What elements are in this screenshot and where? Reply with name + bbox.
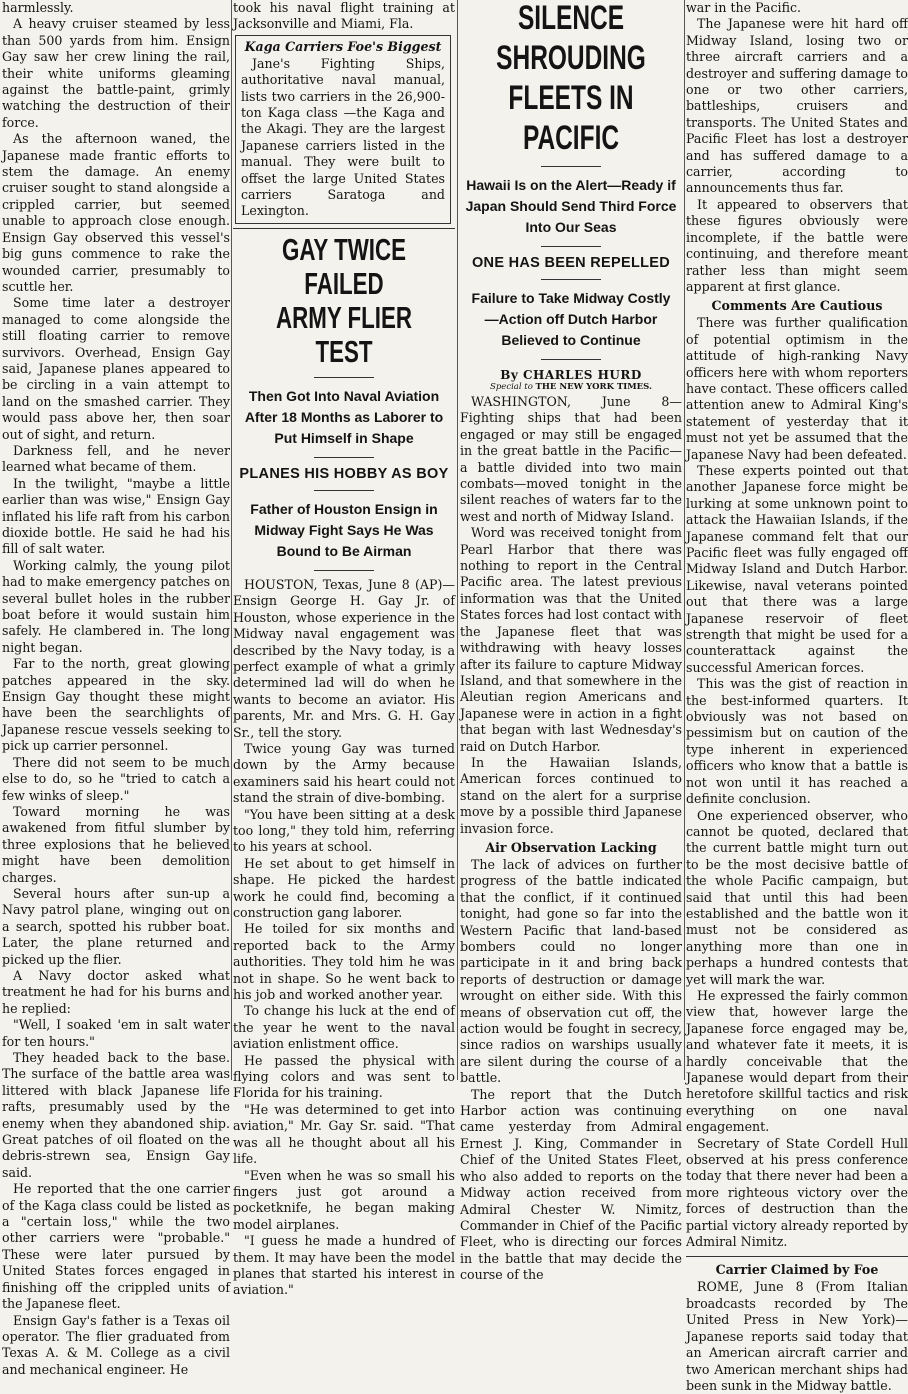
- article-paragraph: A heavy cruiser steamed by less than 500 yards from him. Ensign Gay saw her crew lining the rail, their white uniforms gleaming against the battle-paint, grimly watching the destruction of their force.: [2, 16, 230, 130]
- article-paragraph: These experts pointed out that another Japanese force might be lurking at some unknown point to attack the Hawaiian Islands, if the Japanese command felt that our Pacific fleet was fully engaged off Midway Island and Dutch Harbor. Likewise, naval veterans pointed out that there was a large Japanese reservoir of fleet strength that might be used for a counterattack against the successful American forces.: [686, 462, 908, 675]
- deck-rule: [314, 570, 374, 571]
- article-paragraph: Several hours after sun-up a Navy patrol plane, winging out on a search, spotted his rubber boat. Later, the plane returned and picked up the flier.: [2, 885, 230, 967]
- column-rule: [231, 0, 232, 1080]
- special-prefix: Special to: [490, 382, 536, 392]
- deck-rule: [541, 166, 601, 167]
- deck-father-houston: Father of Houston Ensign in Midway Fight Says He Was Bound to Be Airman: [250, 500, 438, 559]
- column-2: [233, 0, 455, 1298]
- headline-rule: [233, 228, 455, 229]
- article-paragraph: He reported that the one carrier of the Kaga class could be listed as a "certain loss," while the two other carriers were "probable." These were later pursued by United States forces engaged in finishing off the crippled units of the Japanese fleet.: [2, 1181, 230, 1312]
- headline-line-1: GAY TWICE FAILED: [281, 231, 407, 301]
- article-paragraph: Working calmly, the young pilot had to make emergency patches on several bullet holes in the rubber boat before it would sustain him safely. He clambered in. The long night began.: [2, 557, 230, 655]
- article-paragraph: He passed the physical with flying colors and was sent to Florida for his training.: [233, 1052, 455, 1101]
- article-paragraph: "I guess he made a hundred of them. It may have been the model planes that started his interest in aviation.": [233, 1233, 455, 1298]
- article-paragraph: This was the gist of reaction in the best-informed quarters. It obviously was not based on pessimism but on caution of the type inherent in experienced officers who know that a battle is not won until it has reached a definite conclusion.: [686, 676, 908, 807]
- article-paragraph: In the Hawaiian Islands, American forces continued to stand on the alert for a surprise move by a possible third Japanese invasion force.: [460, 754, 682, 836]
- column-3-body-2: [460, 857, 682, 1284]
- article-paragraph: Ensign Gay's father is a Texas oil operator. The flier graduated from Texas A. & M. College as a civil and mechanical engineer. He: [2, 1312, 230, 1377]
- column-2-body: [233, 577, 455, 1299]
- section-rule: [686, 1256, 908, 1257]
- deck-rule: [314, 377, 374, 378]
- article-paragraph: The Japanese were hit hard off Midway Island, losing two or three aircraft carriers and a destroyer and suffering damage to one or two other carriers, battleships, cruisers and transports. The United States and Pacific Fleet has lost a destroyer and has suffered damage to a carrier, according to announcements thus far.: [686, 16, 908, 196]
- column-rule: [457, 0, 458, 1080]
- article-paragraph: "Even when he was so small his fingers just got around a pocketknife, he began making model airplanes.: [233, 1167, 455, 1232]
- article-paragraph: "Well, I soaked 'em in salt water for ten hours.": [2, 1017, 230, 1049]
- deck-naval-aviation: Then Got Into Naval Aviation After 18 Months as Laborer to Put Himself in Shape: [244, 387, 444, 446]
- article-paragraph: "He was determined to get into aviation," Mr. Gay Sr. said. "That was all he thought about all his life.: [233, 1101, 455, 1167]
- article-paragraph: There was further qualification of potential optimism in the attitude of high-ranking Navy officers here with whom reporters have contact. These officers called attention anew to Admiral King's statement of yesterday that it must not yet be assumed that the Japanese Navy had been defeated.: [686, 315, 908, 462]
- deck-rule: [541, 359, 601, 360]
- deck-rule: [314, 490, 374, 491]
- deck-one-repelled: ONE HAS BEEN REPELLED: [471, 255, 671, 271]
- article-paragraph: He set about to get himself in shape. He picked the hardest work he could find, becoming a construction gang laborer.: [233, 855, 455, 920]
- article-paragraph: WASHINGTON, June 8—Fighting ships that had been engaged or may still be engaged in the great battle in the Pacific—a battle divided into two main combats—moved tonight in the silent reaches of waters far to the west and north of Midway Island.: [460, 394, 682, 524]
- article-paragraph: He expressed the fairly common view that, however large the Japanese force engaged may be, and whatever fate it meets, it is hardly conceivable that the Japanese would depart from their heretofore skillful tactics and risk everything on one naval engagement.: [686, 987, 908, 1135]
- article-paragraph: Word was received tonight from Pearl Harbor that there was nothing to report in the Central Pacific area. The latest previous information was that the United States forces had lost contact with the Japanese fleet that was withdrawing with heavy losses after its failure to capture Midway Island, and that somewhere in the Aleutian region Americans and Japanese were in action in a fight that began with last Wednesday's raid on Dutch Harbor.: [460, 525, 682, 754]
- deck-rule: [541, 279, 601, 280]
- article-paragraph: Twice young Gay was turned down by the Army because examiners said his heart could not stand the strain of dive-bombing.: [233, 740, 455, 806]
- article-paragraph: In the twilight, "maybe a little earlier than was wise," Ensign Gay inflated his life raft from his carbon dioxide bottle. He said he had his fill of salt water.: [2, 475, 230, 557]
- column-4-body-1: [686, 0, 908, 295]
- sidebar-box-text: Jane's Fighting Ships, authoritative naval manual, lists two carriers in the 26,900-ton Kaga class —the Kaga and the Akagi. They are the largest Japanese carriers listed in the manual. They were built to offset the large United States carriers Saratoga and Lexington.: [241, 55, 445, 219]
- article-paragraph: Darkness fell, and he never learned what became of them.: [2, 442, 230, 475]
- article-paragraph: As the afternoon waned, the Japanese made frantic efforts to stem the damage. An enemy cruiser sought to stand alongside a crippled carrier, but seemed unable to approach close enough. Ensign Gay observed this vessel's big guns commence to rake the wounded carrier, presumably to scuttle her.: [2, 131, 230, 294]
- special-line: [460, 382, 682, 392]
- deck-hawaii-alert: Hawaii Is on the Alert—Ready if Japan Should Send Third Force Into Our Seas: [465, 177, 677, 235]
- article-paragraph: It appeared to observers that these figures obviously were incomplete, if the battle were continuing, and therefore meant rather less than might seem apparent at first glance.: [686, 196, 908, 294]
- continued-paragraph: took his naval flight training at Jacksonville and Miami, Fla.: [233, 0, 455, 32]
- column-4-body-3: [686, 1279, 908, 1394]
- subhead-carrier-claimed: Carrier Claimed by Foe: [715, 1262, 879, 1278]
- article-paragraph: Toward morning he was awakened from fitful slumber by three explosions that he believed might have been demolition charges.: [2, 803, 230, 885]
- column-1: [2, 0, 230, 1377]
- special-paper: THE NEW YORK TIMES.: [535, 382, 652, 392]
- article-paragraph: war in the Pacific.: [686, 0, 802, 15]
- column-4: [686, 0, 908, 1393]
- deck-rule: [541, 246, 601, 247]
- sidebar-box-heading: Kaga Carriers Foe's Biggest: [244, 38, 442, 54]
- article-paragraph: The lack of advices on further progress of the battle indicated that the conflict, if it continued tonight, had gone so far into the Western Pacific that land-based bombers could no longer participate in it and bring back reports of destruction or damage wrought on either side. With this means of observation cut off, the action would be fought in secrecy, since radios on warships usually are silent during the course of a battle.: [460, 856, 682, 1086]
- article-paragraph: "You have been sitting at a desk too long," they told him, referring to his years at school.: [233, 806, 455, 855]
- article-paragraph: One experienced observer, who cannot be quoted, declared that the current battle might turn out to be the most decisive battle of the whole Pacific campaign, but said that until this had been established and the battle won it must not be considered as anything more than one in perhaps a hundred contests that yet will mark the war.: [686, 807, 908, 987]
- article-paragraph: harmlessly.: [2, 0, 74, 15]
- article-paragraph: To change his luck at the end of the year he went to the naval aviation enlistment office.: [233, 1003, 455, 1052]
- column-3-body-1: [460, 394, 682, 837]
- article-paragraph: Far to the north, great glowing patches appeared in the sky. Ensign Gay thought these might have been the searchlights of Japanese rescue vessels seeking to pick up carrier personnel.: [2, 656, 230, 754]
- subhead-air-observation: Air Observation Lacking: [485, 839, 657, 855]
- article-paragraph: There did not seem to be much else to do, so he "tried to catch a few winks of sleep.": [2, 754, 230, 803]
- deck-planes-hobby: PLANES HIS HOBBY AS BOY: [239, 465, 449, 482]
- column-1-body: [2, 0, 230, 1378]
- article-paragraph: A Navy doctor asked what treatment he had for his burns and he replied:: [2, 967, 230, 1016]
- sidebar-box-kaga: [235, 35, 451, 224]
- article-paragraph: Secretary of State Cordell Hull observed at his press conference today that there never had been a more righteous victory over the forces of destruction than the partial victory already reported by Admiral Nimitz.: [686, 1135, 908, 1250]
- byline: By CHARLES HURD: [500, 368, 642, 382]
- article-paragraph: The report that the Dutch Harbor action was continuing came yesterday from Admiral Ernest J. King, Commander in Chief of the United States Fleet, who also added to reports on the Midway action received from Admiral Chester W. Nimitz, Commander in Chief of the Pacific Fleet, who is directing our forces in the battle that may decide the course of the: [460, 1086, 682, 1283]
- column-rule: [684, 0, 685, 1080]
- article-paragraph: They headed back to the base. The surface of the battle area was littered with black Japanese life rafts, presumably used by the enemy when they abandoned ship. Great patches of oil floated on the debris-strewn sea, Ensign Gay said.: [2, 1050, 230, 1180]
- headline-line-2: ARMY FLIER TEST: [275, 299, 412, 369]
- deck-failure-midway: Failure to Take Midway Costly —Action off Dutch Harbor Believed to Continue: [471, 290, 671, 348]
- article-paragraph: He toiled for six months and reported back to the Army authorities. They told him he was not in shape. So he went back to his job and worked another year.: [233, 921, 455, 1003]
- article-paragraph: Some time later a destroyer managed to come alongside the still floating carrier to remove survivors. Overhead, Ensign Gay said, Japanese planes appeared to be circling in a vain attempt to land on the smashed carrier. They would pass above her, then soar out of sight, and return.: [2, 295, 230, 442]
- deck-rule: [314, 457, 374, 458]
- article-paragraph: ROME, June 8 (From Italian broadcasts recorded by The United Press in New York)—Japanese reports said today that an American aircraft carrier and two American merchant ships had been sunk in the Midway battle.: [686, 1279, 908, 1393]
- article-paragraph: HOUSTON, Texas, June 8 (AP)—Ensign George H. Gay Jr. of Houston, whose experience in the Midway naval engagement was described by the Navy today, is a perfect example of what a grimly determined lad will do when he wants to become an aviator. His parents, Mr. and Mrs. G. H. Gay Sr., tell the story.: [233, 576, 455, 740]
- headline-line-1: SILENCE SHROUDING: [496, 0, 646, 77]
- column-3: [460, 0, 682, 1283]
- subhead-comments-cautious: Comments Are Cautious: [711, 298, 883, 314]
- headline-line-2: FLEETS IN PACIFIC: [508, 79, 634, 157]
- column-4-body-2: [686, 315, 908, 1250]
